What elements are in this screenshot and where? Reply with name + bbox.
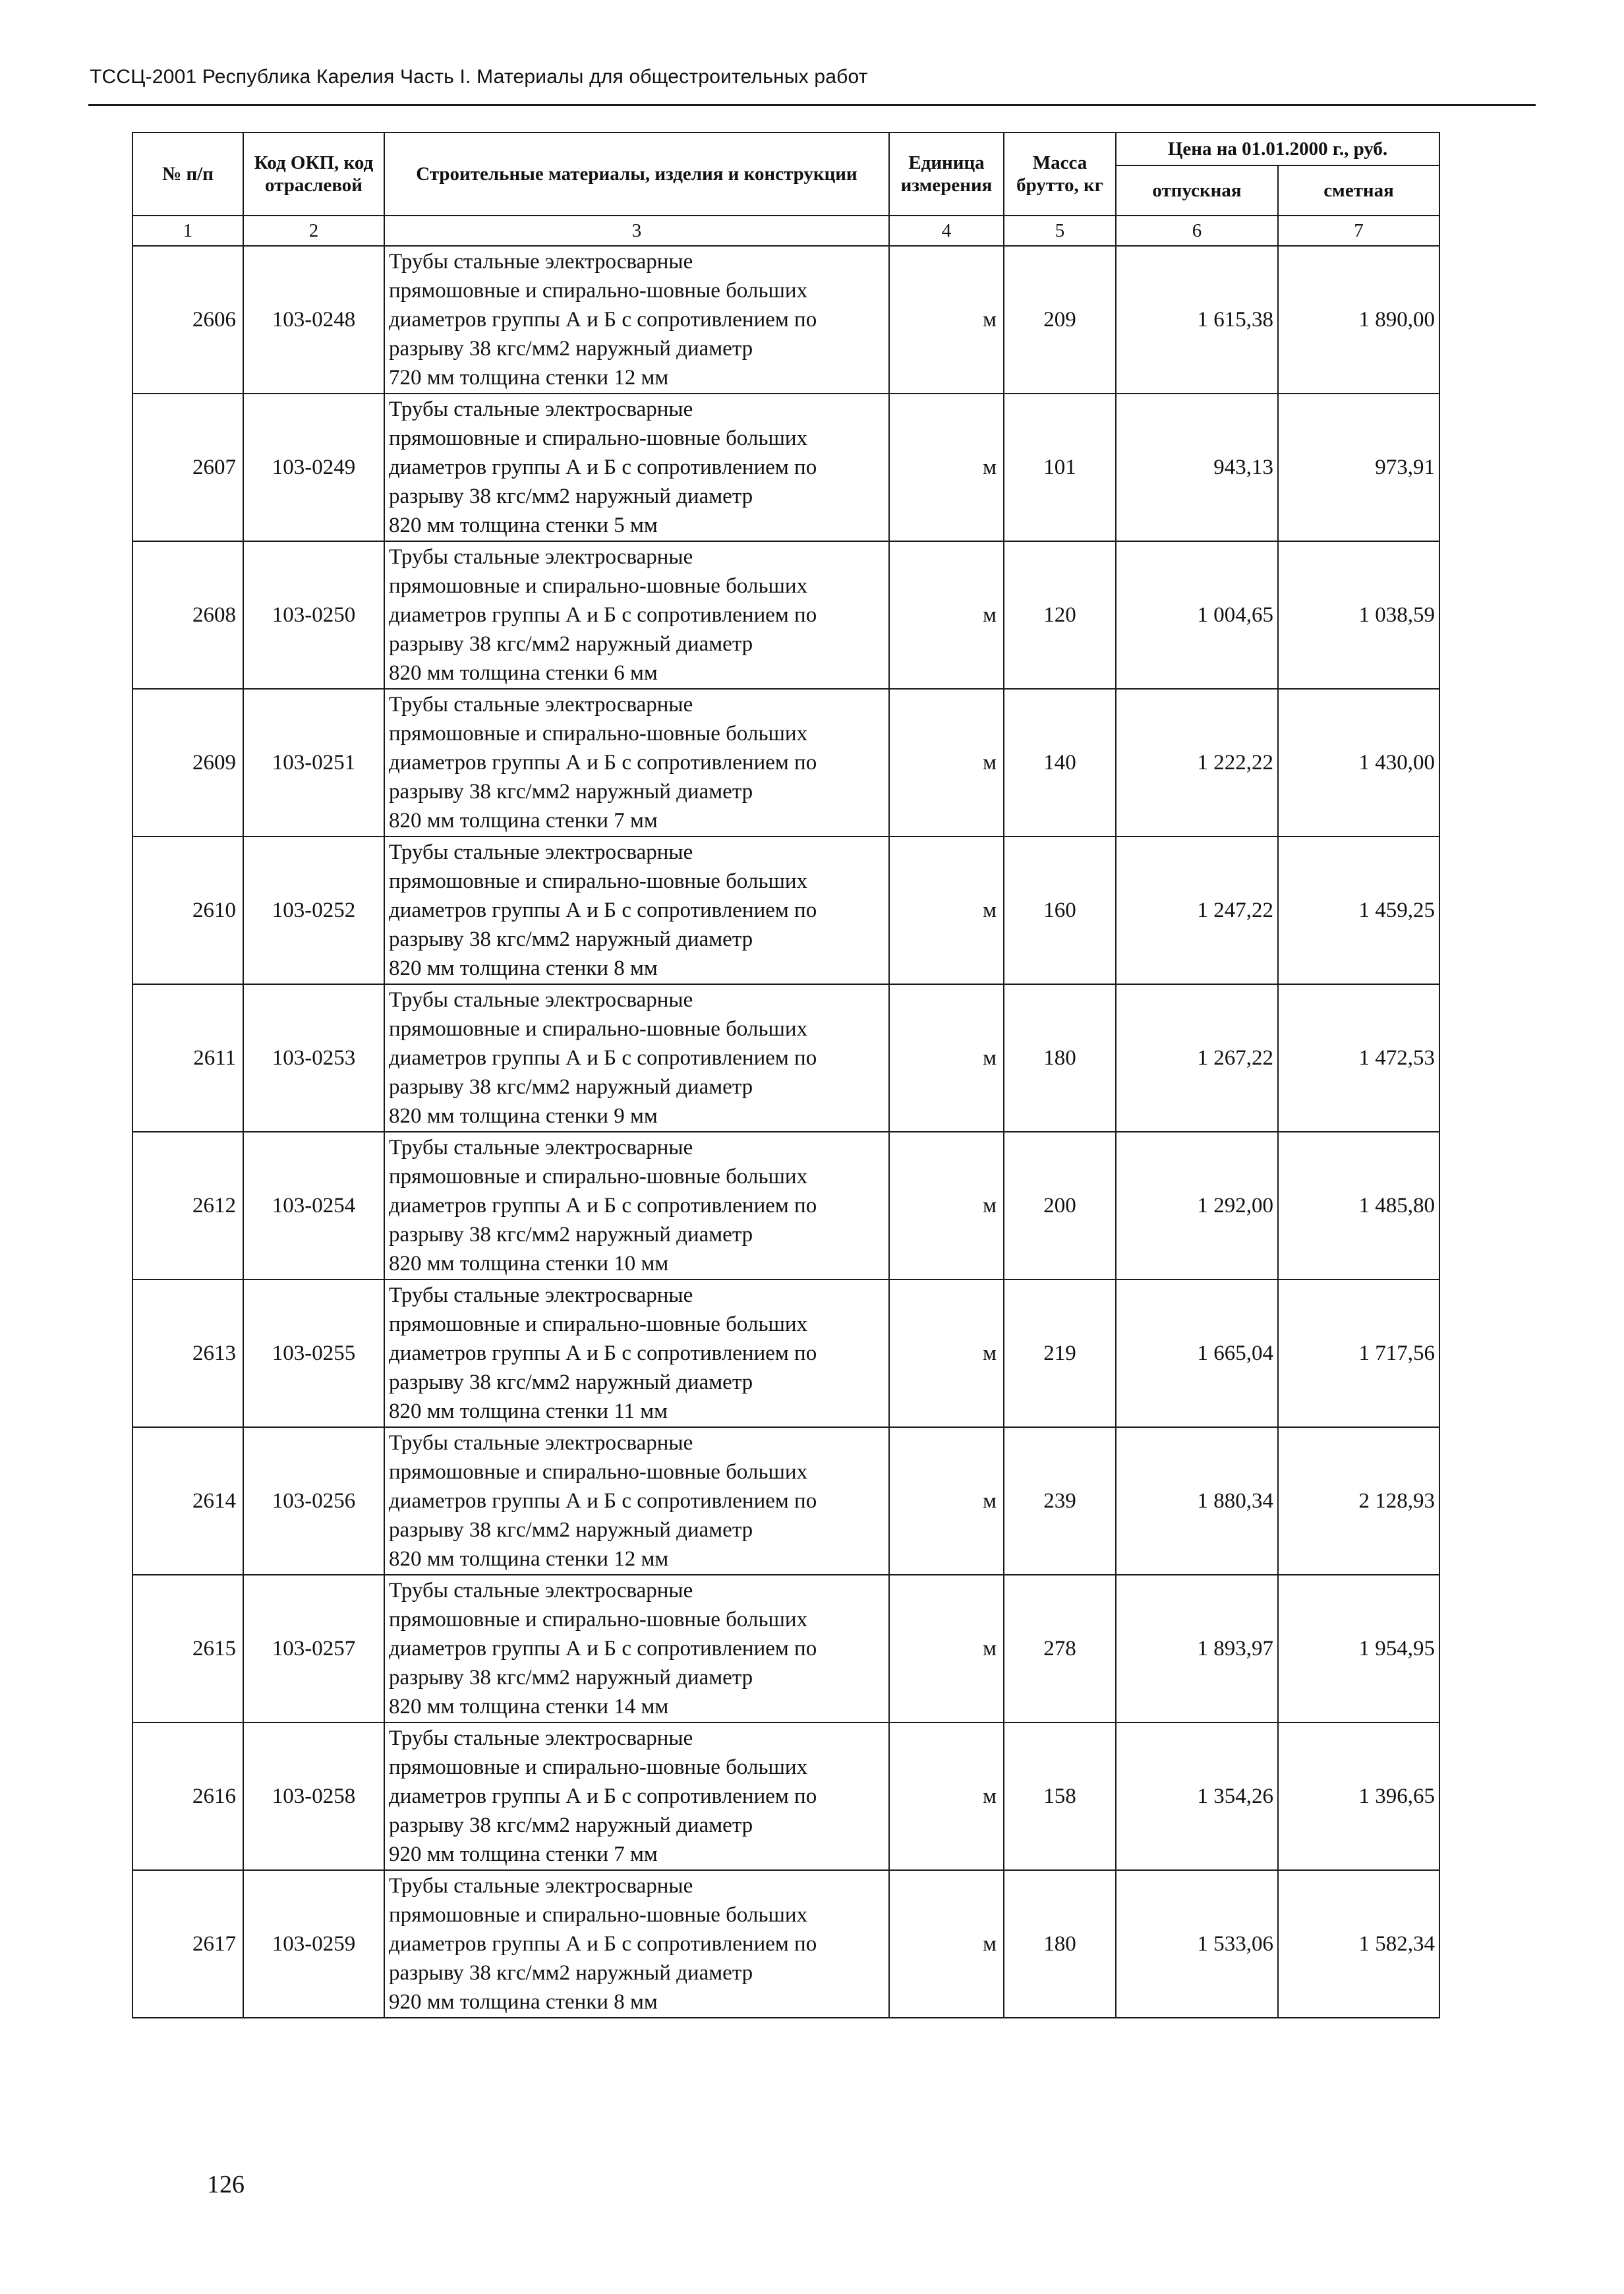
- column-number: 3: [384, 216, 889, 246]
- estimate-price: 973,91: [1278, 394, 1439, 541]
- description-line: Трубы стальные электросварные: [389, 1874, 693, 1898]
- row-number: 2612: [132, 1132, 243, 1279]
- okp-code: 103-0255: [243, 1279, 384, 1427]
- description-line: прямошовные и спирально-шовные больших: [389, 1312, 808, 1336]
- description-line: разрыву 38 кгс/мм2 наружный диаметр: [389, 1075, 753, 1099]
- table-row: [132, 1722, 1439, 1870]
- material-description: [384, 1132, 889, 1279]
- description-line: разрыву 38 кгс/мм2 наружный диаметр: [389, 1370, 753, 1394]
- row-number: 2615: [132, 1575, 243, 1722]
- gross-mass: 278: [1004, 1575, 1116, 1722]
- release-price: 1 893,97: [1116, 1575, 1278, 1722]
- description-line: 820 мм толщина стенки 5 мм: [389, 514, 658, 537]
- estimate-price: 1 396,65: [1278, 1722, 1439, 1870]
- table-row: [132, 837, 1439, 984]
- description-line: Трубы стальные электросварные: [389, 1579, 693, 1603]
- material-description: [384, 541, 889, 689]
- gross-mass: 120: [1004, 541, 1116, 689]
- description-line: диаметров группы А и Б с сопротивлением по: [389, 1932, 817, 1956]
- description-line: Трубы стальные электросварные: [389, 840, 693, 864]
- okp-code: 103-0251: [243, 689, 384, 837]
- description-line: разрыву 38 кгс/мм2 наружный диаметр: [389, 927, 753, 951]
- description-line: разрыву 38 кгс/мм2 наружный диаметр: [389, 1813, 753, 1837]
- row-number: 2617: [132, 1870, 243, 2018]
- description-line: диаметров группы А и Б с сопротивлением по: [389, 308, 817, 332]
- estimate-price: 1 472,53: [1278, 984, 1439, 1132]
- description-line: Трубы стальные электросварные: [389, 545, 693, 569]
- column-number-row: [132, 216, 1439, 246]
- table-row: [132, 541, 1439, 689]
- estimate-price: 1 485,80: [1278, 1132, 1439, 1279]
- release-price: 1 615,38: [1116, 246, 1278, 394]
- description-line: прямошовные и спирально-шовные больших: [389, 1903, 808, 1927]
- material-description: [384, 1575, 889, 1722]
- description-line: прямошовные и спирально-шовные больших: [389, 426, 808, 450]
- description-line: 820 мм толщина стенки 7 мм: [389, 809, 658, 833]
- unit-of-measure: м: [889, 1870, 1004, 2018]
- table-row: [132, 1870, 1439, 2018]
- release-price: 1 267,22: [1116, 984, 1278, 1132]
- material-description: [384, 1427, 889, 1575]
- description-line: 920 мм толщина стенки 8 мм: [389, 1990, 658, 2014]
- description-line: разрыву 38 кгс/мм2 наружный диаметр: [389, 1666, 753, 1690]
- description-line: прямошовные и спирально-шовные больших: [389, 1017, 808, 1041]
- description-line: Трубы стальные электросварные: [389, 397, 693, 421]
- release-price: 1 533,06: [1116, 1870, 1278, 2018]
- material-description: [384, 394, 889, 541]
- row-number: 2614: [132, 1427, 243, 1575]
- material-description: [384, 1870, 889, 2018]
- table-row: [132, 1132, 1439, 1279]
- estimate-price: 1 717,56: [1278, 1279, 1439, 1427]
- running-title: ТССЦ-2001 Республика Карелия Часть I. Материалы для общестроительных работ: [90, 66, 868, 88]
- description-line: разрыву 38 кгс/мм2 наружный диаметр: [389, 780, 753, 804]
- material-description: [384, 837, 889, 984]
- unit-of-measure: м: [889, 541, 1004, 689]
- column-number: 4: [889, 216, 1004, 246]
- description-line: прямошовные и спирально-шовные больших: [389, 279, 808, 303]
- description-line: прямошовные и спирально-шовные больших: [389, 722, 808, 746]
- description-line: диаметров группы А и Б с сопротивлением по: [389, 898, 817, 922]
- release-price: 1 880,34: [1116, 1427, 1278, 1575]
- description-line: прямошовные и спирально-шовные больших: [389, 574, 808, 598]
- header-price-group: Цена на 01.01.2000 г., руб.: [1116, 132, 1439, 165]
- description-line: диаметров группы А и Б с сопротивлением по: [389, 1637, 817, 1661]
- table-row: [132, 1279, 1439, 1427]
- gross-mass: 200: [1004, 1132, 1116, 1279]
- estimate-price: 1 582,34: [1278, 1870, 1439, 2018]
- table-header: [132, 132, 1439, 246]
- unit-of-measure: м: [889, 1279, 1004, 1427]
- description-line: разрыву 38 кгс/мм2 наружный диаметр: [389, 1223, 753, 1247]
- row-number: 2607: [132, 394, 243, 541]
- row-number: 2609: [132, 689, 243, 837]
- gross-mass: 180: [1004, 984, 1116, 1132]
- estimate-price: 1 038,59: [1278, 541, 1439, 689]
- gross-mass: 239: [1004, 1427, 1116, 1575]
- gross-mass: 160: [1004, 837, 1116, 984]
- description-line: диаметров группы А и Б с сопротивлением по: [389, 1194, 817, 1218]
- okp-code: 103-0254: [243, 1132, 384, 1279]
- description-line: 820 мм толщина стенки 10 мм: [389, 1252, 669, 1276]
- column-number: 2: [243, 216, 384, 246]
- column-number: 7: [1278, 216, 1439, 246]
- okp-code: 103-0252: [243, 837, 384, 984]
- release-price: 1 354,26: [1116, 1722, 1278, 1870]
- description-line: диаметров группы А и Б с сопротивлением по: [389, 1489, 817, 1513]
- okp-code: 103-0250: [243, 541, 384, 689]
- row-number: 2610: [132, 837, 243, 984]
- estimate-price: 1 890,00: [1278, 246, 1439, 394]
- material-description: [384, 1279, 889, 1427]
- description-line: разрыву 38 кгс/мм2 наружный диаметр: [389, 1961, 753, 1985]
- gross-mass: 219: [1004, 1279, 1116, 1427]
- header-price-release: отпускная: [1116, 165, 1278, 216]
- description-line: Трубы стальные электросварные: [389, 693, 693, 717]
- description-line: 820 мм толщина стенки 8 мм: [389, 956, 658, 980]
- description-line: 720 мм толщина стенки 12 мм: [389, 366, 669, 390]
- okp-code: 103-0253: [243, 984, 384, 1132]
- description-line: диаметров группы А и Б с сопротивлением по: [389, 751, 817, 775]
- unit-of-measure: м: [889, 1427, 1004, 1575]
- description-line: прямошовные и спирально-шовные больших: [389, 1608, 808, 1632]
- unit-of-measure: м: [889, 1132, 1004, 1279]
- description-line: разрыву 38 кгс/мм2 наружный диаметр: [389, 485, 753, 508]
- unit-of-measure: м: [889, 689, 1004, 837]
- description-line: Трубы стальные электросварные: [389, 1283, 693, 1307]
- description-line: разрыву 38 кгс/мм2 наружный диаметр: [389, 632, 753, 656]
- gross-mass: 158: [1004, 1722, 1116, 1870]
- estimate-price: 1 459,25: [1278, 837, 1439, 984]
- description-line: прямошовные и спирально-шовные больших: [389, 1460, 808, 1484]
- unit-of-measure: м: [889, 1575, 1004, 1722]
- description-line: Трубы стальные электросварные: [389, 1136, 693, 1160]
- table-body: [132, 246, 1439, 2018]
- description-line: 820 мм толщина стенки 14 мм: [389, 1695, 669, 1719]
- unit-of-measure: м: [889, 246, 1004, 394]
- description-line: прямошовные и спирально-шовные больших: [389, 1755, 808, 1779]
- header-price-estimate: сметная: [1278, 165, 1439, 216]
- okp-code: 103-0257: [243, 1575, 384, 1722]
- okp-code: 103-0256: [243, 1427, 384, 1575]
- description-line: 920 мм толщина стенки 7 мм: [389, 1842, 658, 1866]
- description-line: диаметров группы А и Б с сопротивлением по: [389, 456, 817, 479]
- gross-mass: 140: [1004, 689, 1116, 837]
- release-price: 943,13: [1116, 394, 1278, 541]
- description-line: 820 мм толщина стенки 6 мм: [389, 661, 658, 685]
- table-row: [132, 246, 1439, 394]
- header-num: № п/п: [132, 132, 243, 216]
- description-line: Трубы стальные электросварные: [389, 1431, 693, 1455]
- unit-of-measure: м: [889, 394, 1004, 541]
- description-line: Трубы стальные электросварные: [389, 250, 693, 274]
- description-line: Трубы стальные электросварные: [389, 1726, 693, 1750]
- row-number: 2608: [132, 541, 243, 689]
- description-line: диаметров группы А и Б с сопротивлением по: [389, 1341, 817, 1365]
- okp-code: 103-0249: [243, 394, 384, 541]
- gross-mass: 209: [1004, 246, 1116, 394]
- release-price: 1 004,65: [1116, 541, 1278, 689]
- description-line: диаметров группы А и Б с сопротивлением по: [389, 1046, 817, 1070]
- header-rule: [88, 104, 1536, 106]
- gross-mass: 180: [1004, 1870, 1116, 2018]
- description-line: диаметров группы А и Б с сопротивлением по: [389, 1784, 817, 1808]
- estimate-price: 2 128,93: [1278, 1427, 1439, 1575]
- release-price: 1 222,22: [1116, 689, 1278, 837]
- unit-of-measure: м: [889, 837, 1004, 984]
- description-line: 820 мм толщина стенки 12 мм: [389, 1547, 669, 1571]
- table-row: [132, 1575, 1439, 1722]
- material-description: [384, 1722, 889, 1870]
- description-line: Трубы стальные электросварные: [389, 988, 693, 1012]
- okp-code: 103-0259: [243, 1870, 384, 2018]
- description-line: 820 мм толщина стенки 9 мм: [389, 1104, 658, 1128]
- release-price: 1 292,00: [1116, 1132, 1278, 1279]
- description-line: прямошовные и спирально-шовные больших: [389, 1165, 808, 1189]
- unit-of-measure: м: [889, 984, 1004, 1132]
- table-row: [132, 984, 1439, 1132]
- release-price: 1 247,22: [1116, 837, 1278, 984]
- estimate-price: 1 430,00: [1278, 689, 1439, 837]
- row-number: 2613: [132, 1279, 243, 1427]
- page-number: 126: [207, 2171, 245, 2198]
- row-number: 2616: [132, 1722, 243, 1870]
- material-description: [384, 689, 889, 837]
- material-description: [384, 984, 889, 1132]
- release-price: 1 665,04: [1116, 1279, 1278, 1427]
- column-number: 1: [132, 216, 243, 246]
- table-row: [132, 689, 1439, 837]
- table-row: [132, 394, 1439, 541]
- gross-mass: 101: [1004, 394, 1116, 541]
- description-line: прямошовные и спирально-шовные больших: [389, 869, 808, 893]
- header-material: Строительные материалы, изделия и конструкции: [384, 132, 889, 216]
- estimate-price: 1 954,95: [1278, 1575, 1439, 1722]
- table-row: [132, 1427, 1439, 1575]
- header-unit: Единица измерения: [889, 132, 1004, 216]
- column-number: 6: [1116, 216, 1278, 246]
- row-number: 2606: [132, 246, 243, 394]
- unit-of-measure: м: [889, 1722, 1004, 1870]
- column-number: 5: [1004, 216, 1116, 246]
- header-code: Код ОКП, код отраслевой: [243, 132, 384, 216]
- okp-code: 103-0258: [243, 1722, 384, 1870]
- description-line: диаметров группы А и Б с сопротивлением по: [389, 603, 817, 627]
- header-mass: Масса брутто, кг: [1004, 132, 1116, 216]
- material-description: [384, 246, 889, 394]
- description-line: 820 мм толщина стенки 11 мм: [389, 1399, 668, 1423]
- row-number: 2611: [132, 984, 243, 1132]
- okp-code: 103-0248: [243, 246, 384, 394]
- description-line: разрыву 38 кгс/мм2 наружный диаметр: [389, 1518, 753, 1542]
- description-line: разрыву 38 кгс/мм2 наружный диаметр: [389, 337, 753, 361]
- price-table: [132, 132, 1440, 2018]
